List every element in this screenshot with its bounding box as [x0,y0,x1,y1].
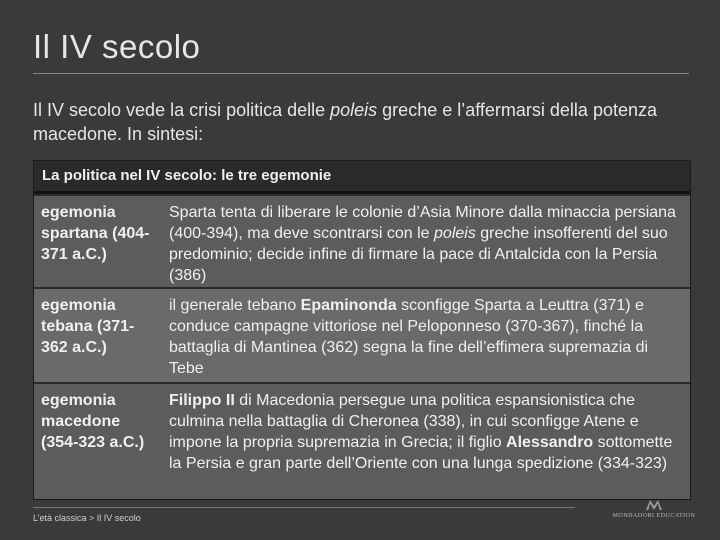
row-text-sparta [163,196,690,287]
row-label-thebes: egemonia tebana (371-362 a.C.) [34,289,163,382]
table-header: La politica nel IV secolo: le tre egemonie [34,161,690,194]
table-row-macedon [34,382,690,499]
row-text-macedon-b: sottomette la Persia e gran parte dell’Oriente con una lunga spedizione (334-323) [169,434,673,472]
intro-text-a: Il IV secolo vede la crisi politica delle [33,100,331,120]
row-text-sparta-b: greche insofferenti del suo predominio; decide infine di firmare la pace di Antalcida con la Persia (386) [169,225,668,284]
row-text-sparta-italic: poleis [434,225,476,242]
row-text-macedon-bold2: Alessandro [506,434,594,451]
row-text-macedon [163,384,690,499]
row-label-macedon: egemonia macedone (354-323 a.C.) [34,384,163,499]
row-text-thebes [163,289,690,382]
row-text-thebes-a: il generale tebano [169,297,301,314]
row-text-macedon-bold1: Filippo II [169,392,235,409]
row-text-thebes-bold: Epaminonda [300,297,397,314]
intro-text-b: greche e l’affermarsi della potenza macedone. In sintesi: [33,100,657,144]
row-text-thebes-b: sconfigge Sparta a Leuttra (371) e conduce campagne vittoriose nel Peloponneso (370-367), finché la battaglia di Mantinea (362) segna la fine dell’effimera supremazia di Tebe [169,297,649,377]
footer-breadcrumb: L’età classica > Il IV secolo [33,513,141,523]
mondadori-logo [596,500,712,530]
table-row-thebes [34,287,690,382]
intro-text-italic: poleis [330,100,378,120]
row-label-sparta: egemonia spartana (404-371 a.C.) [34,196,163,287]
footer-divider [33,507,575,508]
row-text-macedon-a: di Macedonia persegue una politica espansionistica che culmina nella battaglia di Cheronea (338), in cui sconfigge Atene e impone la propria supremazia in Grecia; il figlio [169,392,639,451]
hegemonies-table [33,160,691,500]
intro-paragraph [33,98,693,146]
row-text-sparta-a: Sparta tenta di liberare le colonie d’Asia Minore dalla minaccia persiana (400-394), ma deve scontrarsi con le [169,204,676,242]
title-divider [33,73,689,74]
slide-title: Il IV secolo [33,28,201,65]
table-row-sparta [34,194,690,287]
mondadori-logo-icon [646,500,662,510]
logo-text: MONDADORI EDUCATION [612,513,696,519]
